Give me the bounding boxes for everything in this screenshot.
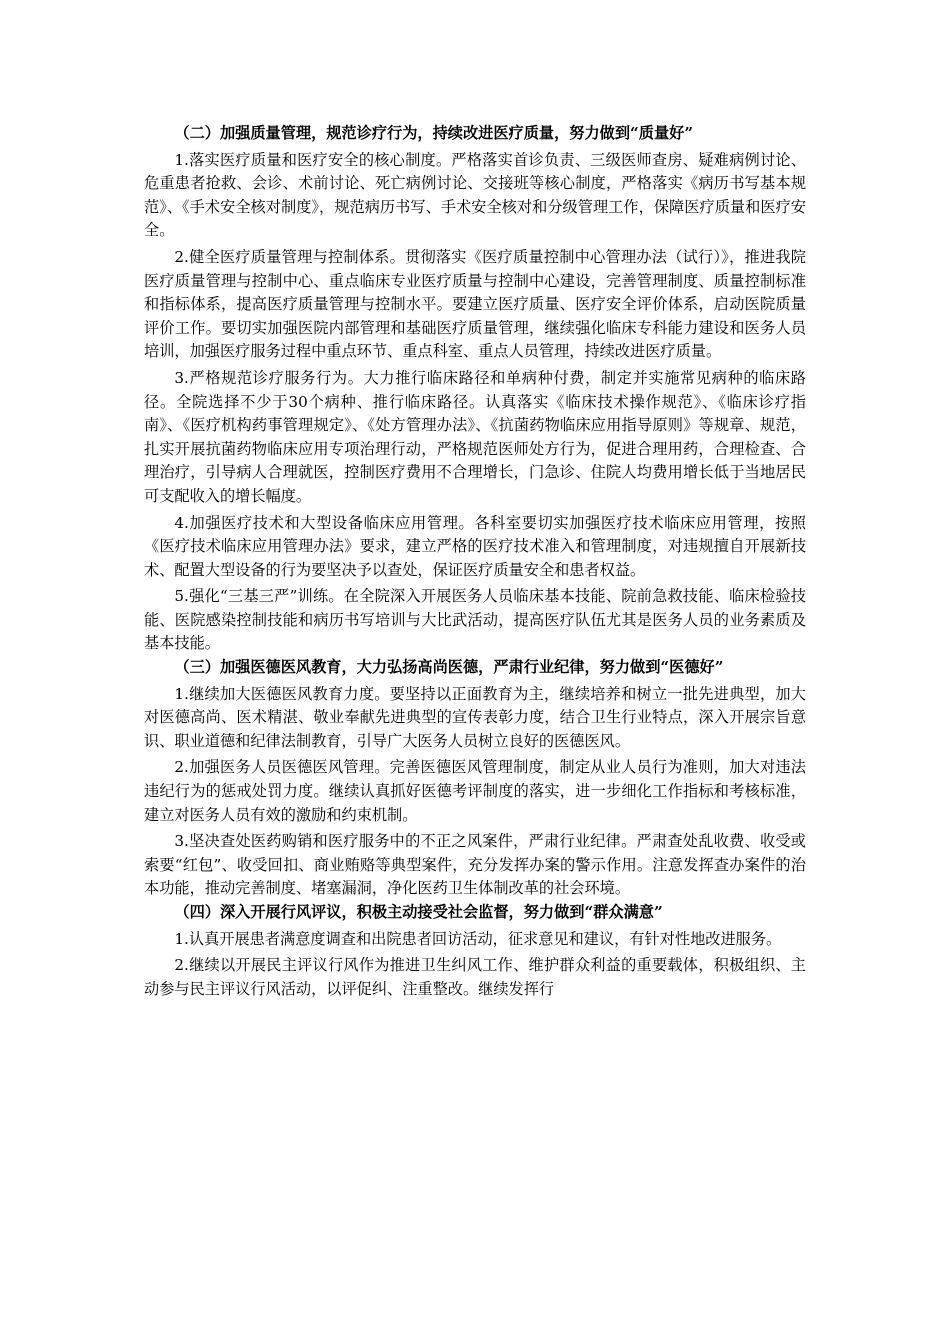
- section-heading-2: （二）加强质量管理，规范诊疗行为，持续改进医疗质量，努力做到“质量好”: [174, 124, 694, 142]
- paragraph: 1.落实医疗质量和医疗安全的核心制度。严格落实首诊负责、三级医师查房、疑难病例讨论、危重患者抢救、会诊、术前讨论、死亡病例讨论、交接班等核心制度，严格落实《病历书写基本规范》、《手术安全核对制度》，规范病历书写、手术安全核对和分级管理工作，保障医疗质量和医疗安全。: [144, 150, 806, 240]
- paragraph: 5.强化“三基三严”训练。在全院深入开展医务人员临床基本技能、院前急救技能、临床检验技能、医院感染控制技能和病历书写培训与大比武活动，提高医疗队伍尤其是医务人员的业务素质及基本技能。: [144, 587, 806, 653]
- document-page: [144, 122, 806, 1001]
- paragraph: 2.加强医务人员医德医风管理。完善医德医风管理制度，制定从业人员行为准则，加大对违法违纪行为的惩戒处罚力度。继续认真抓好医德考评制度的落实，进一步细化工作指标和考核标准，建立对医务人员有效的激励和约束机制。: [144, 758, 806, 824]
- paragraph: 3.严格规范诊疗服务行为。大力推行临床路径和单病种付费，制定并实施常见病种的临床路径。全院选择不少于30个病种、推行临床路径。认真落实《临床技术操作规范》、《临床诊疗指南》、《医疗机构药事管理规定》、《处方管理办法》、《抗菌药物临床应用指导原则》等规章、规范，扎实开展抗菌药物临床应用专项治理行动，严格规范医师处方行为，促进合理用药，合理检查、合理治疗，引导病人合理就医，控制医疗费用不合理增长，门急诊、住院人均费用增长低于当地居民可支配收入的增长幅度。: [144, 368, 806, 505]
- section-heading-3: （三）加强医德医风教育，大力弘扬高尚医德，严肃行业纪律，努力做到“医德好”: [174, 658, 724, 677]
- paragraph: 2.健全医疗质量管理与控制体系。贯彻落实《医疗质量控制中心管理办法（试行）》，推进我院医疗质量管理与控制中心、重点临床专业医疗质量与控制中心建设，完善管理制度、质量控制标准和指标体系，提高医疗质量管理与控制水平。要建立医疗质量、医疗安全评价体系，启动医院质量评价工作。要切实加强医院内部管理和基础医疗质量管理，继续强化临床专科能力建设和医务人员培训，加强医疗服务过程中重点环节、重点科室、重点人员管理，持续改进医疗质量。: [144, 247, 806, 361]
- paragraph: 4.加强医疗技术和大型设备临床应用管理。各科室要切实加强医疗技术临床应用管理，按照《医疗技术临床应用管理办法》要求，建立严格的医疗技术准入和管理制度，对违规擅自开展新技术、配置大型设备的行为要坚决予以查处，保证医疗质量安全和患者权益。: [144, 513, 806, 579]
- paragraph: 1.认真开展患者满意度调查和出院患者回访活动，征求意见和建议，有针对性地改进服务。: [174, 929, 782, 948]
- paragraph: 2.继续以开展民主评议行风作为推进卫生纠风工作、维护群众利益的重要载体，积极组织、主动参与民主评议行风活动，以评促纠、注重整改。继续发挥行: [144, 956, 806, 998]
- section-heading-4: （四）深入开展行风评议，积极主动接受社会监督，努力做到“群众满意”: [174, 903, 663, 921]
- paragraph: 3.坚决查处医药购销和医疗服务中的不正之风案件，严肃行业纪律。严肃查处乱收费、收受或索要“红包”、收受回扣、商业贿赂等典型案件，充分发挥办案的警示作用。注意发挥查办案件的治本功能，推动完善制度、堵塞漏洞，净化医药卫生体制改革的社会环境。: [144, 832, 806, 898]
- paragraph: 1.继续加大医德医风教育力度。要坚持以正面教育为主，继续培养和树立一批先进典型，加大对医德高尚、医术精湛、敬业奉献先进典型的宣传表彰力度，结合卫生行业特点，深入开展宗旨意识、职业道德和纪律法制教育，引导广大医务人员树立良好的医德医风。: [144, 684, 806, 750]
